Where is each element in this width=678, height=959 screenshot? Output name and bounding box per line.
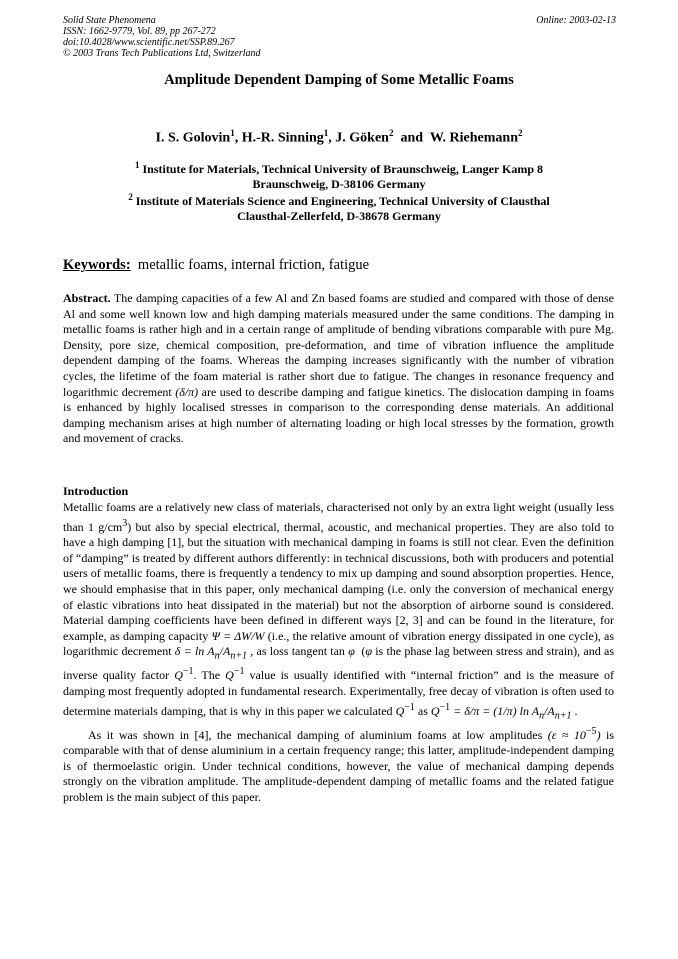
- section-heading-introduction: Introduction: [63, 484, 129, 498]
- paragraph-text: , as loss tangent tan: [247, 644, 349, 659]
- doi-line: doi:10.4028/www.scientific.net/SSP.89.267: [63, 37, 235, 48]
- formula: (ε ≈ 10: [547, 727, 586, 742]
- affiliation-text: Institute of Materials Science and Engineering, Technical University of Clausthal: [132, 194, 550, 208]
- author-separator: ,: [234, 130, 242, 146]
- author-affiliation-mark: 2: [388, 128, 394, 138]
- paragraph-text: is the phase lag between stress and strain), and as inverse quality factor: [63, 644, 614, 683]
- formula-subscript: n+1: [554, 709, 572, 721]
- superscript: 3: [122, 517, 128, 529]
- author-name: H.-R. Sinning: [241, 130, 324, 146]
- formula: /A: [219, 644, 231, 659]
- formula-subscript: n: [539, 709, 545, 721]
- paragraph: [63, 724, 614, 806]
- formula: /A: [544, 703, 555, 718]
- formula: Ψ = ΔW/W: [211, 628, 265, 643]
- formula: = δ/π = (1/π) ln A: [450, 703, 540, 718]
- affiliation-2: [80, 190, 598, 224]
- affiliation-mark: 2: [128, 192, 133, 202]
- abstract: [63, 291, 614, 447]
- keywords-text: metallic foams, internal friction, fatigue: [130, 257, 370, 273]
- author-affiliation-mark: 1: [323, 128, 329, 138]
- author-list: [0, 128, 678, 147]
- paragraph-text: value is usually identified with “internal friction” and is the measure of damping most frequently adopted in fundamental research. Experimentally, free decay of vibration is often used to determine materials damping, that is why in this paper we calculated: [63, 668, 614, 718]
- copyright-line: © 2003 Trans Tech Publications Ltd, Switzerland: [63, 48, 261, 59]
- keywords: [63, 257, 369, 274]
- abstract-label: Abstract.: [63, 291, 111, 305]
- formula: φ: [348, 644, 355, 659]
- keywords-label: Keywords:: [63, 257, 131, 273]
- paragraph-text: .: [571, 703, 578, 718]
- paragraph-text: ) but also by special electrical, thermal, acoustic, and mechanical properties. They are also told to have a high damping [1], but the situation with mechanical damping in foams is still not clear. Even the definition of “damping” is treated by different authors differently: in technical discussions, both with producers and potential users of metallic foams, there is frequently a tendency to mix up damping and sound absorption properties. Hence, we should emphasise that in this paper, only mechanical damping (i.e. only the conversion of mechanical energy of elastic vibrations into heat dissipated in the material) but not the absorption of airborne sound is considered. Material damping coefficients have been defined in different ways [2, 3] and can be found in the literature, for example, as damping capacity: [63, 519, 614, 643]
- author-affiliation-mark: 2: [517, 128, 523, 138]
- formula: Q: [430, 703, 440, 718]
- formula: Q: [225, 668, 234, 683]
- formula-superscript: −1: [404, 701, 415, 713]
- formula: Q: [174, 668, 183, 683]
- paper-title: Amplitude Dependent Damping of Some Metallic Foams: [164, 72, 514, 88]
- affiliation-1: [80, 158, 598, 192]
- author-name: J. Göken: [335, 130, 389, 146]
- formula-subscript: n+1: [230, 650, 248, 662]
- formula-subscript: n: [214, 650, 220, 662]
- paragraph-text: As it was shown in [4], the mechanical damping of aluminium foams at low amplitudes: [88, 727, 548, 742]
- affiliation-text: Institute for Materials, Technical University of Braunschweig, Langer Kamp 8: [139, 162, 544, 176]
- formula: (δ/π): [175, 384, 199, 399]
- issn-line: ISSN: 1662-9779, Vol. 89, pp 267-272: [63, 26, 216, 37]
- formula-superscript: −1: [233, 666, 245, 678]
- paragraph-text: as: [414, 703, 431, 718]
- author-separator: ,: [328, 130, 336, 146]
- formula: δ = ln A: [174, 644, 215, 659]
- formula-superscript: −5: [585, 725, 597, 737]
- paragraph-text: is comparable with that of dense aluminium in a certain frequency range; this latter, amplitude-independent damping is of thermoelastic origin. Under technical conditions, however, the value of mechanical damping depends strongly on the vibration amplitude. The amplitude-dependent damping of metallic foams and the related fatigue problem is the main subject of this paper.: [63, 727, 614, 804]
- affiliation-text: Braunschweig, D-38106 Germany: [252, 177, 426, 191]
- affiliation-mark: 1: [134, 160, 140, 170]
- introduction-body: [63, 500, 614, 805]
- author-name: W. Riehemann: [429, 130, 518, 146]
- formula: Q: [395, 703, 405, 718]
- author-name: I. S. Golovin: [155, 130, 231, 146]
- paragraph-text: Metallic foams are a relatively new class of materials, characterised not only by an extra light weight (usually less than 1 g/cm: [63, 500, 614, 534]
- formula-superscript: −1: [182, 666, 194, 678]
- journal-name: Solid State Phenomena: [63, 15, 156, 26]
- paragraph-text: (i.e., the relative amount of vibration energy dissipated in one cycle), as logarithmic decrement: [63, 628, 615, 659]
- formula: ): [596, 727, 601, 742]
- author-separator: and: [393, 130, 430, 146]
- paragraph-text: . The: [193, 668, 226, 683]
- formula: φ: [365, 644, 372, 659]
- abstract-text: The damping capacities of a few Al and Zn based foams are studied and compared with those of dense Al and some well known low and high damping materials measured under the same conditions. The damping in metallic foams is rather high and in a certain range of amplitude of bending vibrations comparable with pure Mg. Density, pore size, chemical composition, pre-deformation, and time of vibration influence the amplitude dependent damping of the foams. Whereas the damping increases significantly with the number of vibration cycles, the lifetime of the foam material is rather short due to fatigue. The changes in resonance frequency and logarithmic decrement: [63, 291, 614, 399]
- paragraph-text: (: [354, 644, 366, 659]
- formula-superscript: −1: [439, 701, 451, 713]
- affiliation-text: Clausthal-Zellerfeld, D-38678 Germany: [237, 209, 441, 223]
- paragraph: [63, 500, 614, 724]
- abstract-text: are used to describe damping and fatigue kinetics. The dislocation damping in foams is enhanced by highly localised stresses in comparison to the corresponding dense materials. An additional damping mechanism arises at high number of alternating loading or high local stresses by the formation, growth and movement of cracks.: [63, 384, 615, 446]
- author-affiliation-mark: 1: [230, 128, 235, 138]
- journal-header: [63, 15, 261, 59]
- online-date: Online: 2003-02-13: [536, 15, 616, 26]
